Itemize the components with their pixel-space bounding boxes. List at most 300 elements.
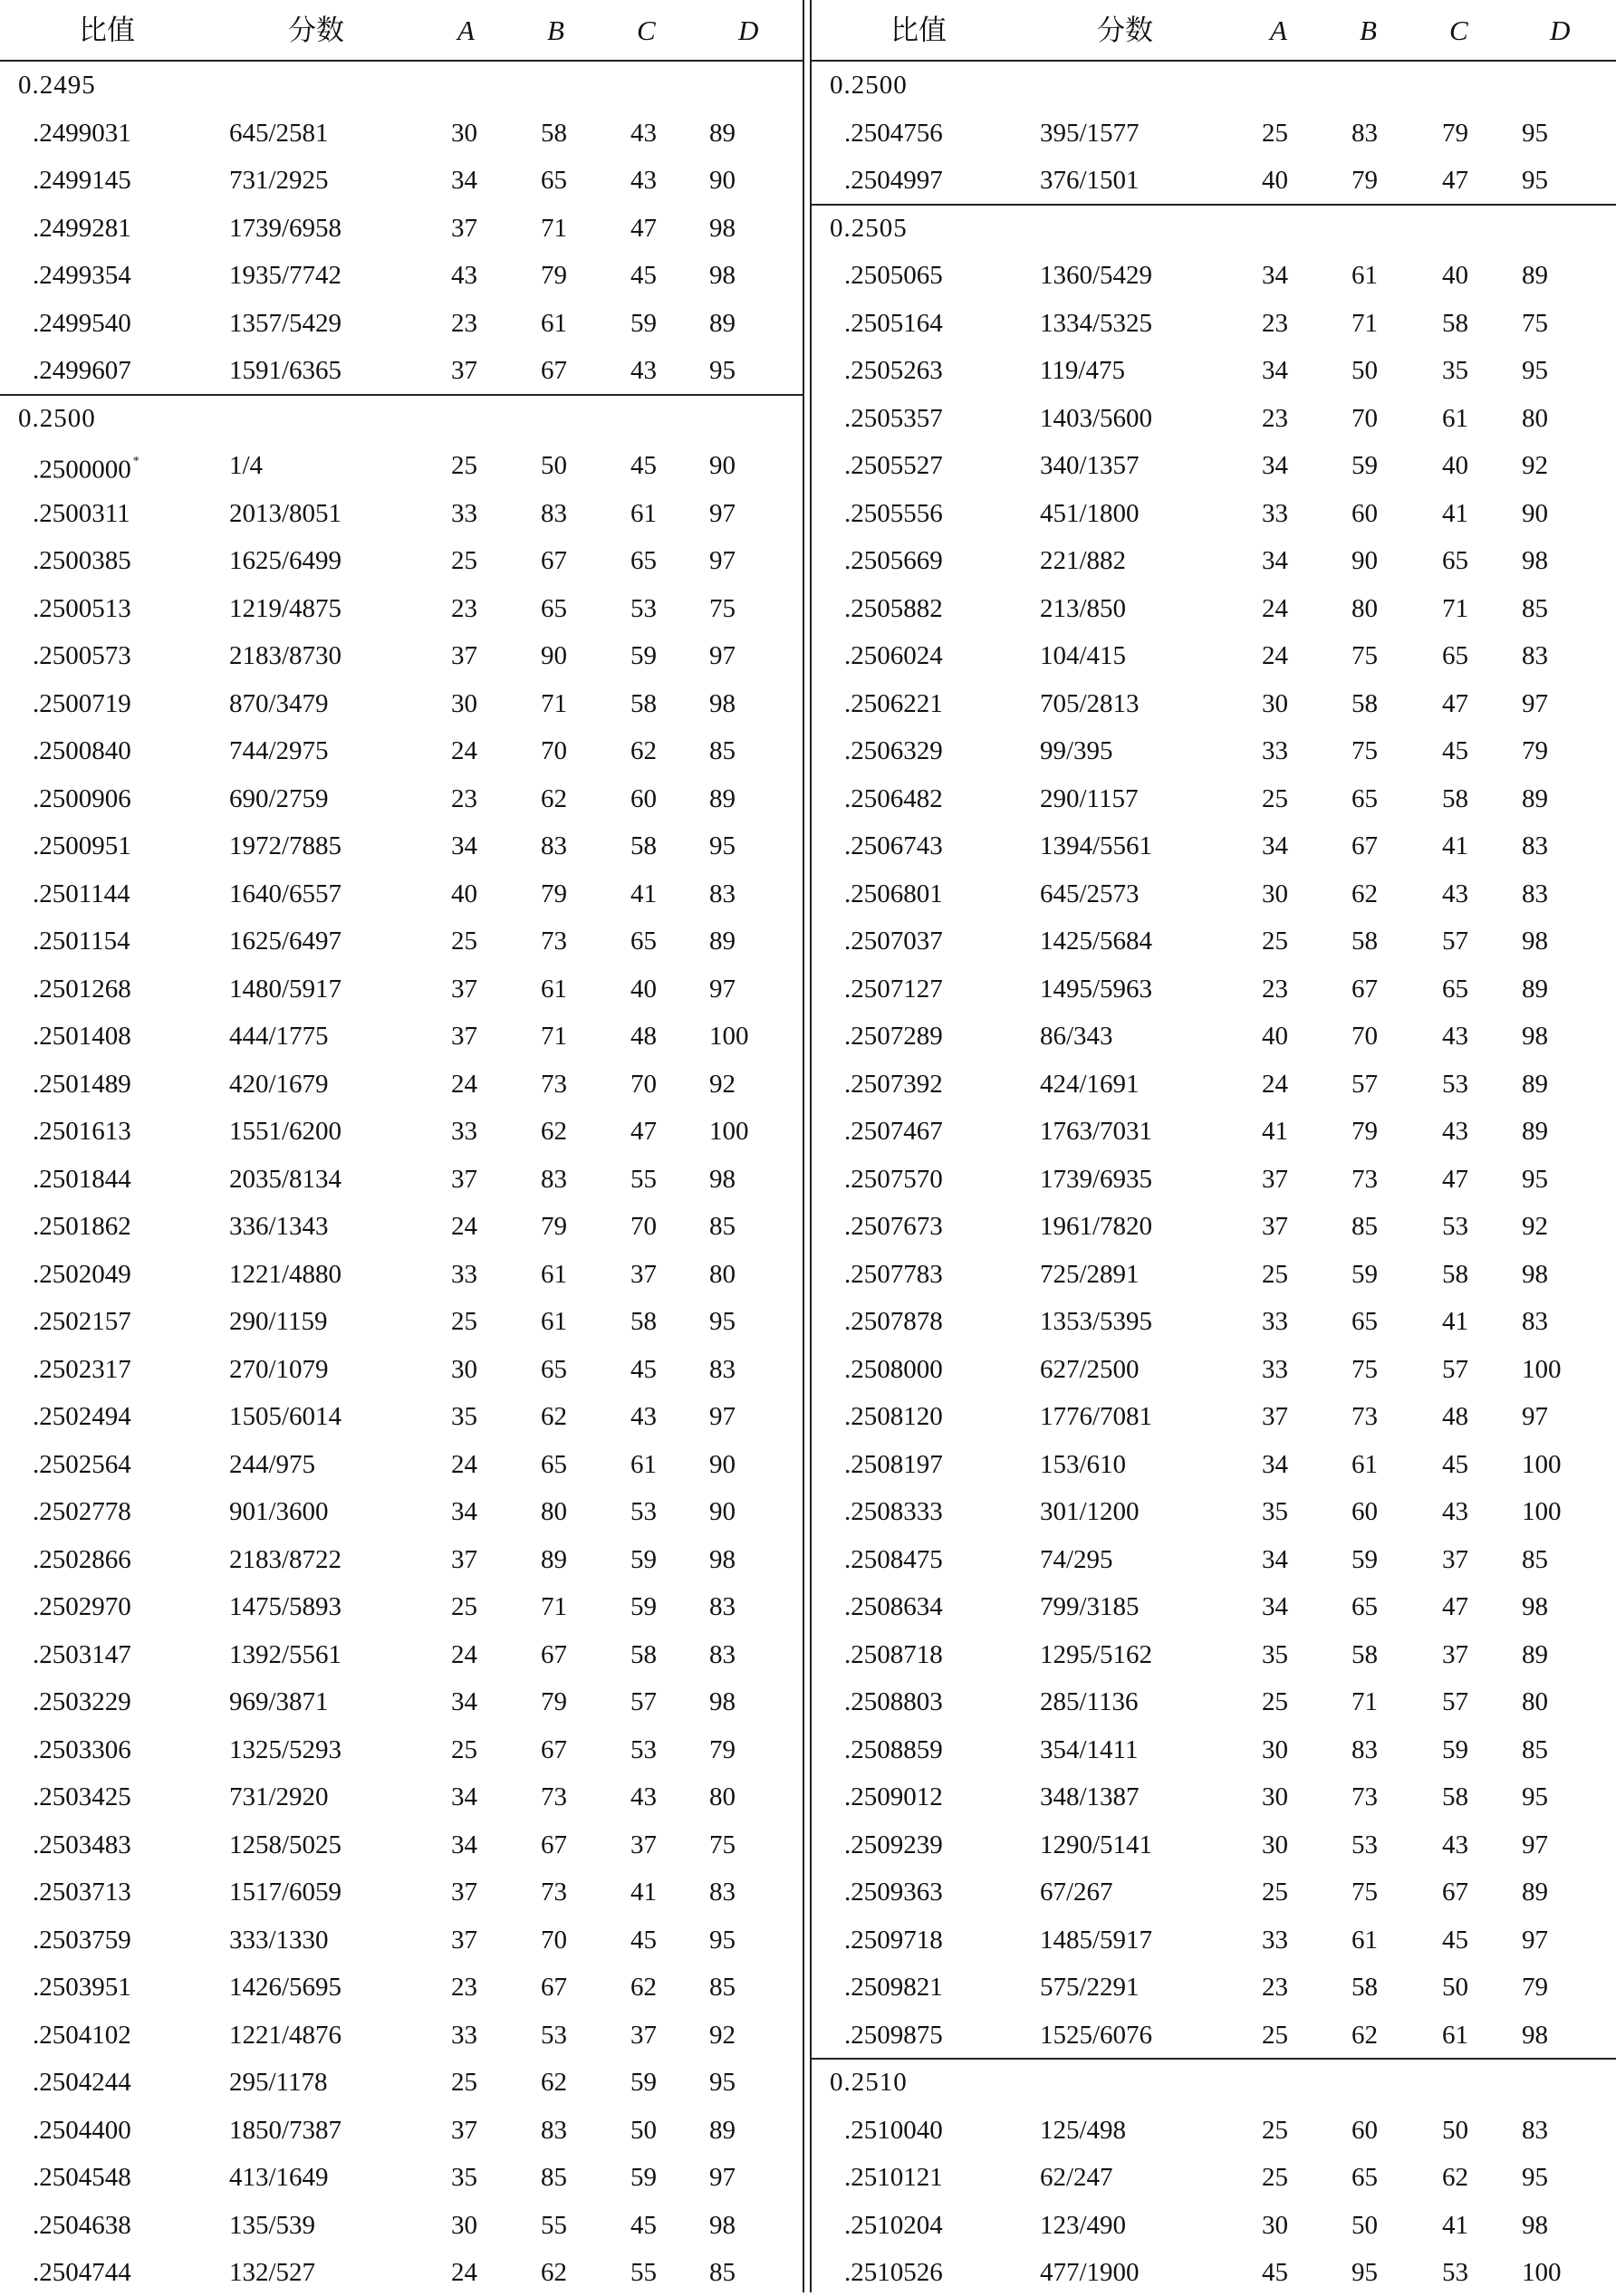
c-cell: 48	[1442, 1402, 1468, 1431]
table-row	[812, 680, 1616, 727]
b-cell: 70	[541, 736, 567, 765]
fraction-cell: 1357/5429	[229, 308, 342, 338]
fraction-cell: 645/2581	[229, 118, 329, 148]
fraction-cell: 575/2291	[1040, 1973, 1140, 2002]
table-row	[0, 1013, 803, 1060]
c-cell: 55	[630, 1164, 657, 1194]
ratio-cell: .2507783	[844, 1259, 943, 1289]
ratio-cell: .2501489	[33, 1069, 131, 1099]
d-cell: 98	[1522, 927, 1548, 956]
group-label: 0.2510	[830, 2068, 908, 2097]
fraction-cell: 1776/7081	[1040, 1402, 1153, 1431]
fraction-cell: 731/2920	[229, 1782, 329, 1811]
d-cell: 97	[709, 1402, 736, 1431]
d-cell: 100	[1522, 1449, 1562, 1479]
d-cell: 79	[1522, 1973, 1548, 2002]
table-row	[0, 822, 803, 869]
ratio-cell: .2500385	[33, 546, 131, 575]
b-cell: 61	[1351, 1925, 1378, 1955]
b-cell: 73	[541, 1782, 567, 1811]
table-row	[0, 2012, 803, 2059]
fraction-cell: 901/3600	[229, 1497, 329, 1526]
table-row	[0, 775, 803, 822]
ratio-cell: .2502970	[33, 1592, 131, 1621]
a-cell: 23	[451, 783, 477, 813]
fraction-cell: 62/247	[1040, 2163, 1113, 2192]
d-cell: 95	[709, 356, 736, 385]
fraction-cell: 1403/5600	[1040, 403, 1153, 433]
table-row	[0, 727, 803, 774]
ratio-cell: .2509821	[844, 1973, 943, 2002]
c-cell: 53	[1442, 1069, 1468, 1099]
d-cell: 97	[1522, 1925, 1548, 1955]
table-row	[812, 727, 1616, 774]
table-row	[0, 1393, 803, 1440]
fraction-cell: 1475/5893	[229, 1592, 342, 1621]
b-cell: 62	[1351, 879, 1378, 908]
ratio-cell: .2508197	[844, 1449, 943, 1479]
c-cell: 53	[630, 1734, 657, 1764]
c-cell: 79	[1442, 118, 1468, 148]
b-cell: 73	[1351, 1782, 1378, 1811]
table-row	[812, 1061, 1616, 1108]
a-cell: 23	[1262, 974, 1288, 1004]
d-cell: 100	[1522, 1497, 1562, 1526]
b-cell: 90	[1351, 546, 1378, 575]
ratio-cell: .2503229	[33, 1687, 131, 1716]
table-row	[812, 1536, 1616, 1583]
group-heading-row	[0, 395, 803, 442]
b-cell: 65	[541, 166, 567, 195]
fraction-cell: 132/527	[229, 2258, 316, 2287]
table-row	[812, 775, 1616, 822]
c-cell: 61	[630, 498, 657, 528]
ratio-cell: .2502049	[33, 1259, 131, 1289]
table-row	[812, 2154, 1616, 2201]
header-fraction: 分数	[288, 14, 344, 46]
a-cell: 23	[451, 593, 477, 623]
c-cell: 70	[630, 1069, 657, 1099]
header-ratio: 比值	[79, 14, 135, 46]
b-cell: 73	[541, 1069, 567, 1099]
fraction-cell: 1/4	[229, 451, 264, 480]
footnote-mark: *	[132, 455, 139, 468]
ratio-cell: .2501844	[33, 1164, 131, 1194]
a-cell: 30	[1262, 688, 1288, 718]
a-cell: 30	[1262, 2210, 1288, 2240]
a-cell: 37	[451, 1925, 477, 1955]
b-cell: 57	[1351, 1069, 1378, 1099]
fraction-cell: 1360/5429	[1040, 261, 1153, 290]
b-cell: 75	[1351, 1354, 1378, 1384]
a-cell: 34	[1262, 1592, 1288, 1621]
c-cell: 45	[630, 451, 657, 480]
header-b: B	[547, 14, 564, 46]
a-cell: 25	[451, 546, 477, 575]
table-row	[812, 1156, 1616, 1203]
table-row	[0, 252, 803, 299]
c-cell: 58	[630, 1307, 657, 1336]
ratio-cell: .2502157	[33, 1307, 131, 1336]
table-row	[812, 490, 1616, 537]
ratio-cell: .2507467	[844, 1117, 943, 1146]
d-cell: 85	[1522, 1544, 1548, 1574]
d-cell: 83	[1522, 879, 1548, 908]
ratio-cell: .2506024	[844, 641, 943, 670]
c-cell: 58	[630, 688, 657, 718]
fraction-cell: 1258/5025	[229, 1830, 342, 1859]
ratio-cell: .2502494	[33, 1402, 131, 1431]
b-cell: 58	[1351, 927, 1378, 956]
group-label: 0.2500	[830, 71, 908, 100]
table-row	[812, 442, 1616, 489]
a-cell: 34	[1262, 356, 1288, 385]
table-row	[812, 1964, 1616, 2011]
a-cell: 34	[451, 166, 477, 195]
ratio-cell: .2505164	[844, 308, 943, 338]
ratio-cell: .2509239	[844, 1830, 943, 1859]
header-d: D	[1550, 14, 1571, 46]
d-cell: 89	[1522, 974, 1548, 1004]
b-cell: 80	[1351, 593, 1378, 623]
fraction-cell: 104/415	[1040, 641, 1127, 670]
ratio-cell: .2500513	[33, 593, 131, 623]
b-cell: 62	[1351, 2020, 1378, 2050]
c-cell: 43	[1442, 879, 1468, 908]
table-row	[0, 2249, 803, 2296]
d-cell: 95	[1522, 2163, 1548, 2192]
table-row	[812, 1488, 1616, 1535]
b-cell: 61	[1351, 1449, 1378, 1479]
b-cell: 67	[541, 1639, 567, 1669]
c-cell: 61	[1442, 2020, 1468, 2050]
b-cell: 62	[541, 2258, 567, 2287]
d-cell: 75	[1522, 308, 1548, 338]
fraction-cell: 413/1649	[229, 2163, 329, 2192]
d-cell: 89	[709, 308, 736, 338]
ratio-cell: .2503425	[33, 1782, 131, 1811]
header-ratio: 比值	[890, 14, 947, 46]
b-cell: 65	[1351, 1592, 1378, 1621]
table-row	[812, 1013, 1616, 1060]
c-cell: 65	[1442, 974, 1468, 1004]
d-cell: 83	[709, 1354, 736, 1384]
a-cell: 33	[1262, 1307, 1288, 1336]
fraction-cell: 336/1343	[229, 1212, 329, 1241]
a-cell: 24	[1262, 641, 1288, 670]
b-cell: 70	[541, 1925, 567, 1955]
table-row	[812, 395, 1616, 442]
ratio-cell: .2506801	[844, 879, 943, 908]
b-cell: 61	[541, 1307, 567, 1336]
header-a: A	[457, 14, 475, 46]
table-row	[812, 822, 1616, 869]
d-cell: 80	[709, 1259, 736, 1289]
b-cell: 85	[541, 2163, 567, 2192]
c-cell: 65	[1442, 546, 1468, 575]
b-cell: 67	[541, 546, 567, 575]
ratio-cell: .2503306	[33, 1734, 131, 1764]
ratio-cell: .2505357	[844, 403, 943, 433]
table-row	[0, 1061, 803, 1108]
fraction-cell: 1961/7820	[1040, 1212, 1153, 1241]
fraction-cell: 1425/5684	[1040, 927, 1153, 956]
b-cell: 65	[1351, 1307, 1378, 1336]
table-row	[812, 585, 1616, 632]
ratio-cell: .2508718	[844, 1639, 943, 1669]
fraction-cell: 244/975	[229, 1449, 316, 1479]
table-row	[812, 2107, 1616, 2154]
table-row	[812, 2202, 1616, 2249]
ratio-cell: .2504638	[33, 2210, 131, 2240]
d-cell: 100	[1522, 2258, 1562, 2287]
ratio-cell: .2505263	[844, 356, 943, 385]
b-cell: 83	[541, 1164, 567, 1194]
a-cell: 37	[451, 974, 477, 1004]
ratio-cell: .2505065	[844, 261, 943, 290]
c-cell: 58	[1442, 1259, 1468, 1289]
c-cell: 47	[630, 213, 657, 243]
d-cell: 95	[1522, 166, 1548, 195]
ratio-cell: .2505527	[844, 451, 943, 480]
ratio-cell: .2504997	[844, 166, 943, 195]
c-cell: 57	[1442, 1354, 1468, 1384]
c-cell: 43	[630, 1402, 657, 1431]
b-cell: 83	[541, 831, 567, 860]
a-cell: 24	[451, 2258, 477, 2287]
ratio-cell: .2506329	[844, 736, 943, 765]
ratio-cell: .2507037	[844, 927, 943, 956]
a-cell: 34	[1262, 1449, 1288, 1479]
c-cell: 59	[630, 2163, 657, 2192]
fraction-cell: 870/3479	[229, 688, 329, 718]
d-cell: 85	[709, 1973, 736, 2002]
c-cell: 40	[1442, 451, 1468, 480]
ratio-cell: .2501408	[33, 1022, 131, 1051]
fraction-cell: 799/3185	[1040, 1592, 1140, 1621]
table-row	[812, 1583, 1616, 1630]
fraction-cell: 420/1679	[229, 1069, 329, 1099]
panel-divider-left	[803, 0, 804, 2292]
a-cell: 37	[451, 2115, 477, 2145]
fraction-cell: 1739/6935	[1040, 1164, 1153, 1194]
a-cell: 37	[451, 1878, 477, 1907]
c-cell: 59	[630, 1544, 657, 1574]
ratio-cell: .2502866	[33, 1544, 131, 1574]
c-cell: 62	[630, 1973, 657, 2002]
b-cell: 65	[541, 1449, 567, 1479]
d-cell: 90	[709, 166, 736, 195]
table-row	[812, 1869, 1616, 1916]
ratio-cell: .2509875	[844, 2020, 943, 2050]
c-cell: 59	[1442, 1734, 1468, 1764]
b-cell: 60	[1351, 2115, 1378, 2145]
ratio-cell: .2499540	[33, 308, 131, 338]
b-cell: 58	[1351, 688, 1378, 718]
a-cell: 30	[1262, 1734, 1288, 1764]
fraction-cell: 1850/7387	[229, 2115, 342, 2145]
b-cell: 59	[1351, 1259, 1378, 1289]
c-cell: 61	[630, 1449, 657, 1479]
c-cell: 47	[1442, 1164, 1468, 1194]
a-cell: 30	[451, 1354, 477, 1384]
fraction-cell: 451/1800	[1040, 498, 1140, 528]
d-cell: 98	[1522, 1022, 1548, 1051]
b-cell: 79	[541, 1687, 567, 1716]
c-cell: 53	[630, 1497, 657, 1526]
c-cell: 62	[630, 736, 657, 765]
fraction-cell: 376/1501	[1040, 166, 1140, 195]
fraction-cell: 1495/5963	[1040, 974, 1153, 1004]
table-row	[0, 300, 803, 347]
d-cell: 80	[709, 1782, 736, 1811]
d-cell: 98	[1522, 2210, 1548, 2240]
a-cell: 33	[451, 2020, 477, 2050]
fraction-cell: 1739/6958	[229, 213, 342, 243]
c-cell: 67	[1442, 1878, 1468, 1907]
b-cell: 58	[1351, 1973, 1378, 2002]
d-cell: 80	[1522, 403, 1548, 433]
d-cell: 90	[709, 1449, 736, 1479]
c-cell: 59	[630, 308, 657, 338]
b-cell: 61	[1351, 261, 1378, 290]
ratio-text: .2500000	[33, 455, 131, 485]
ratio-cell: .2503713	[33, 1878, 131, 1907]
a-cell: 30	[1262, 1782, 1288, 1811]
fraction-cell: 74/295	[1040, 1544, 1113, 1574]
d-cell: 95	[1522, 118, 1548, 148]
fraction-cell: 290/1159	[229, 1307, 328, 1336]
table-row	[812, 1678, 1616, 1725]
ratio-cell: .2503951	[33, 1973, 131, 2002]
a-cell: 41	[1262, 1117, 1288, 1146]
fraction-cell: 290/1157	[1040, 783, 1139, 813]
fraction-cell: 1426/5695	[229, 1973, 342, 2002]
c-cell: 55	[630, 2258, 657, 2287]
d-cell: 89	[1522, 783, 1548, 813]
fraction-cell: 285/1136	[1040, 1687, 1139, 1716]
d-cell: 98	[709, 213, 736, 243]
table-row	[0, 2059, 803, 2106]
b-cell: 79	[541, 261, 567, 290]
d-cell: 85	[709, 2258, 736, 2287]
d-cell: 98	[709, 688, 736, 718]
d-cell: 98	[709, 1544, 736, 1574]
a-cell: 37	[451, 1022, 477, 1051]
table-row	[0, 1441, 803, 1488]
d-cell: 79	[1522, 736, 1548, 765]
b-cell: 61	[541, 974, 567, 1004]
fraction-cell: 2035/8134	[229, 1164, 342, 1194]
b-cell: 89	[541, 1544, 567, 1574]
ratio-cell: .2508120	[844, 1402, 943, 1431]
c-cell: 45	[630, 1925, 657, 1955]
b-cell: 50	[541, 451, 567, 480]
a-cell: 30	[451, 688, 477, 718]
c-cell: 65	[630, 546, 657, 575]
ratio-cell: .2506221	[844, 688, 943, 718]
b-cell: 61	[541, 308, 567, 338]
c-cell: 45	[1442, 1925, 1468, 1955]
c-cell: 45	[630, 261, 657, 290]
ratio-cell: .2502317	[33, 1354, 131, 1384]
d-cell: 97	[709, 546, 736, 575]
ratio-cell: .2504548	[33, 2163, 131, 2192]
a-cell: 25	[1262, 783, 1288, 813]
table-row	[0, 1536, 803, 1583]
fraction-cell: 477/1900	[1040, 2258, 1140, 2287]
d-cell: 97	[709, 641, 736, 670]
a-cell: 34	[1262, 831, 1288, 860]
b-cell: 83	[541, 2115, 567, 2145]
c-cell: 58	[1442, 783, 1468, 813]
c-cell: 53	[630, 593, 657, 623]
ratio-cell: .2503147	[33, 1639, 131, 1669]
a-cell: 30	[1262, 1830, 1288, 1859]
ratio-cell: .2507127	[844, 974, 943, 1004]
c-cell: 50	[1442, 1973, 1468, 2002]
table-row	[0, 442, 803, 489]
a-cell: 30	[1262, 879, 1288, 908]
a-cell: 25	[451, 1734, 477, 1764]
b-cell: 71	[541, 213, 567, 243]
ratio-cell: .2505556	[844, 498, 943, 528]
d-cell: 97	[709, 498, 736, 528]
c-cell: 58	[630, 1639, 657, 1669]
d-cell: 79	[709, 1734, 736, 1764]
b-cell: 73	[541, 927, 567, 956]
b-cell: 70	[1351, 403, 1378, 433]
fraction-cell: 213/850	[1040, 593, 1127, 623]
ratio-cell: .2507289	[844, 1022, 943, 1051]
fraction-cell: 125/498	[1040, 2115, 1127, 2145]
c-cell: 43	[630, 166, 657, 195]
d-cell: 97	[709, 974, 736, 1004]
d-cell: 89	[709, 2115, 736, 2145]
c-cell: 43	[1442, 1117, 1468, 1146]
d-cell: 83	[709, 1592, 736, 1621]
b-cell: 50	[1351, 2210, 1378, 2240]
d-cell: 100	[709, 1022, 749, 1051]
table-row	[812, 252, 1616, 299]
c-cell: 43	[1442, 1830, 1468, 1859]
table-row	[812, 2249, 1616, 2296]
fraction-cell: 1763/7031	[1040, 1117, 1153, 1146]
fraction-cell: 395/1577	[1040, 118, 1140, 148]
header-c: C	[1449, 14, 1468, 46]
b-cell: 73	[541, 1878, 567, 1907]
d-cell: 89	[1522, 1878, 1548, 1907]
table-row	[0, 1346, 803, 1393]
c-cell: 70	[630, 1212, 657, 1241]
d-cell: 98	[709, 1687, 736, 1716]
c-cell: 59	[630, 1592, 657, 1621]
d-cell: 83	[1522, 1307, 1548, 1336]
fraction-cell: 99/395	[1040, 736, 1113, 765]
c-cell: 35	[1442, 356, 1468, 385]
d-cell: 89	[709, 927, 736, 956]
table-row	[812, 110, 1616, 157]
fraction-cell: 2183/8730	[229, 641, 342, 670]
group-label: 0.2500	[18, 403, 96, 433]
table-row	[0, 157, 803, 204]
b-cell: 60	[1351, 1497, 1378, 1526]
ratio-cell: .2501268	[33, 974, 131, 1004]
table-row	[812, 1917, 1616, 1964]
d-cell: 97	[1522, 1402, 1548, 1431]
ratio-cell: .2507392	[844, 1069, 943, 1099]
a-cell: 25	[1262, 1259, 1288, 1289]
